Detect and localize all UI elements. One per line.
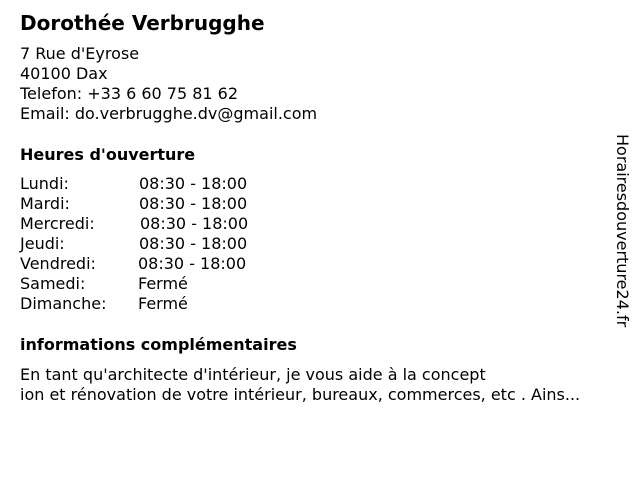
day-label: Jeudi: xyxy=(20,234,65,253)
hours-row-wednesday xyxy=(20,214,300,234)
time-value: Fermé xyxy=(138,274,188,293)
hours-row-saturday xyxy=(20,274,300,294)
opening-hours-list xyxy=(20,174,300,314)
description-line: En tant qu'architecte d'intérieur, je vous aide à la concept xyxy=(20,365,486,384)
time-value: 08:30 - 18:00 xyxy=(140,214,249,233)
info-heading: informations complémentaires xyxy=(20,335,297,354)
day-label: Mardi: xyxy=(20,194,70,213)
time-value: 08:30 - 18:00 xyxy=(139,174,248,193)
hours-row-monday xyxy=(20,174,300,194)
site-watermark: Horairesdouverture24.fr xyxy=(613,134,632,328)
contact-block xyxy=(20,44,317,124)
hours-row-friday xyxy=(20,254,300,274)
hours-row-thursday xyxy=(20,234,300,254)
hours-heading: Heures d'ouverture xyxy=(20,145,196,164)
day-label: Dimanche: xyxy=(20,294,107,313)
street-address: 7 Rue d'Eyrose xyxy=(20,44,140,63)
day-label: Lundi: xyxy=(20,174,69,193)
day-label: Vendredi: xyxy=(20,254,96,273)
time-value: 08:30 - 18:00 xyxy=(139,234,248,253)
city-address: 40100 Dax xyxy=(20,64,108,83)
time-value: Fermé xyxy=(138,294,188,313)
email-address: Email: do.verbrugghe.dv@gmail.com xyxy=(20,104,318,123)
hours-row-sunday xyxy=(20,294,300,314)
hours-row-tuesday xyxy=(20,194,300,214)
description-line: ion et rénovation de votre intérieur, bureaux, commerces, etc . Ains... xyxy=(20,385,581,404)
day-label: Mercredi: xyxy=(20,214,95,233)
time-value: 08:30 - 18:00 xyxy=(138,254,247,273)
day-label: Samedi: xyxy=(20,274,86,293)
description-text xyxy=(20,365,632,405)
time-value: 08:30 - 18:00 xyxy=(139,194,248,213)
business-name: Dorothée Verbrugghe xyxy=(20,11,265,35)
phone-number: Telefon: +33 6 60 75 81 62 xyxy=(20,84,239,103)
